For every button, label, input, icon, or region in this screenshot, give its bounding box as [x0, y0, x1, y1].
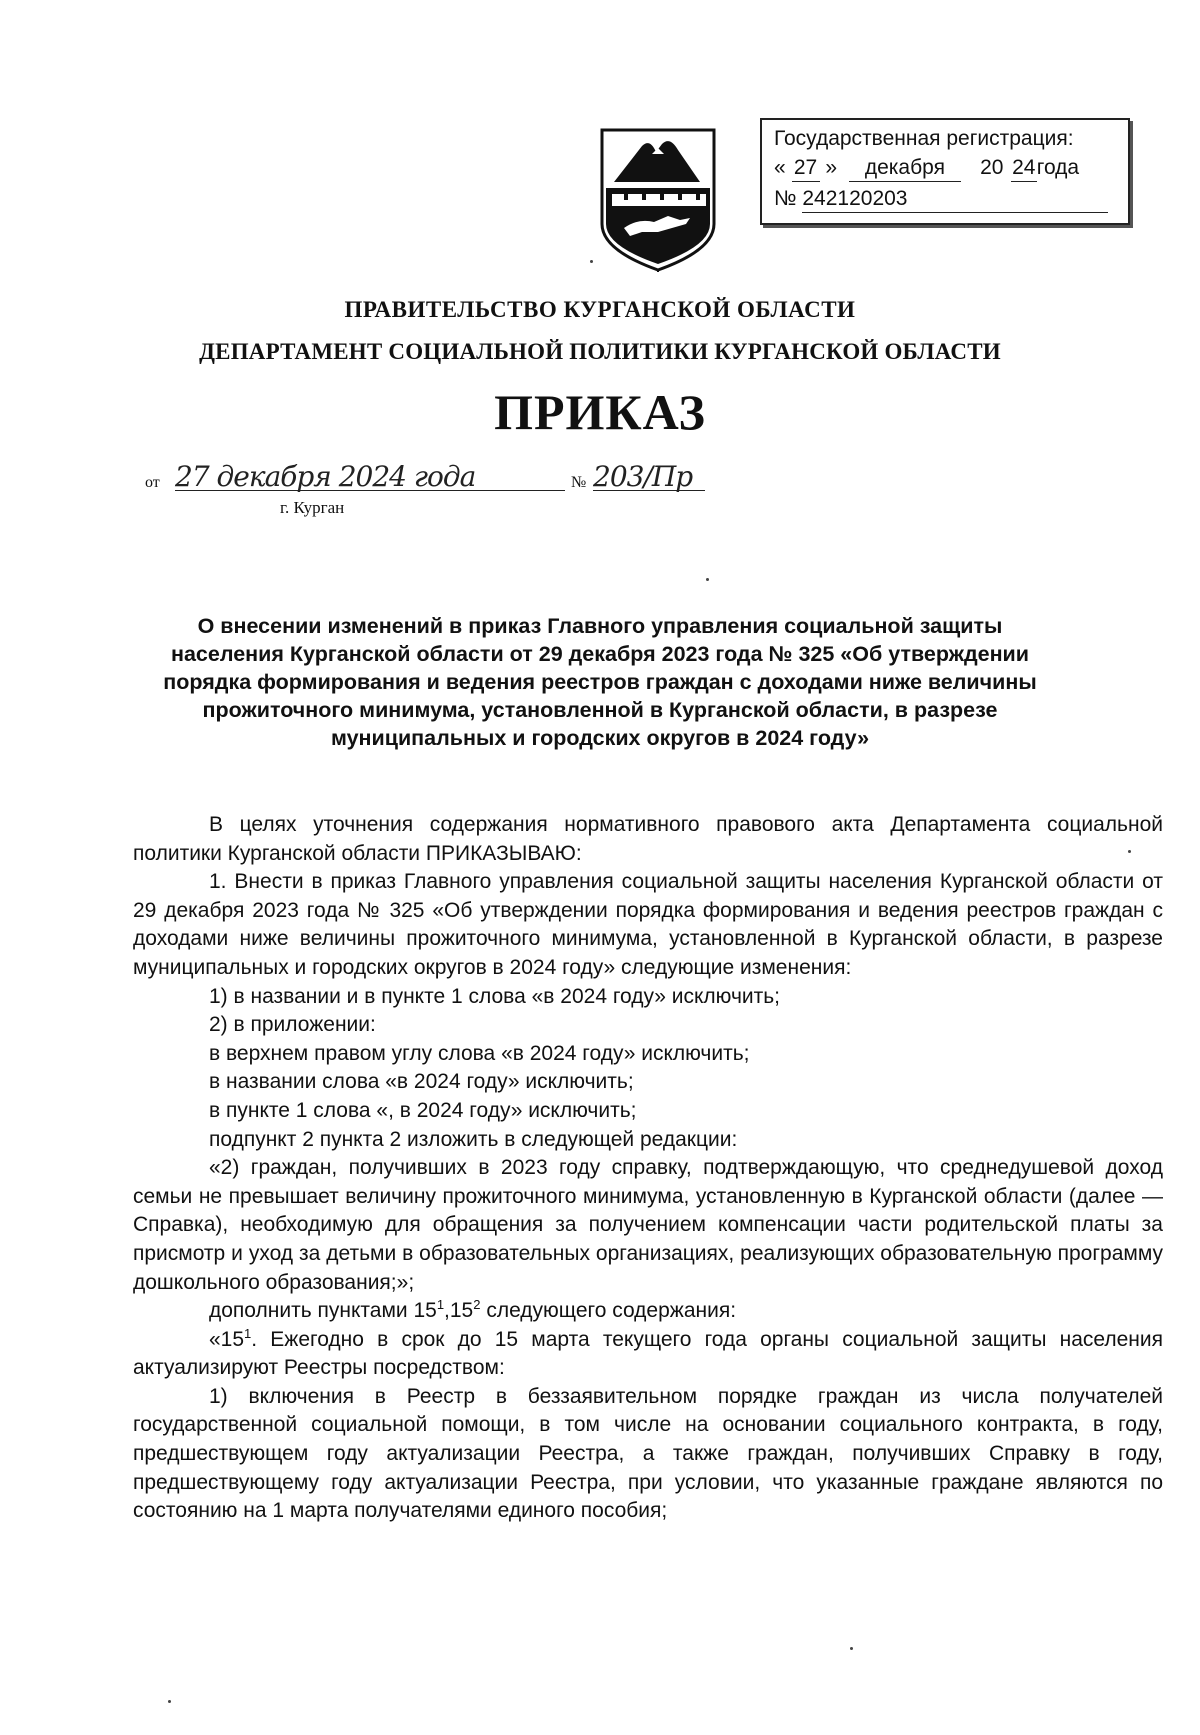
order-subject: О внесении изменений в приказ Главного управления социальной защиты населения Курганской области от 29 декабря 2023 года № 325 «Об утверждении порядка формирования и ведения реестров граждан с доходами ниже величины прожиточного минимума, установленной в Курганской области, в разрезе муниципальных и городских округов в 2024 году»	[163, 614, 1037, 750]
document-type-title: ПРИКАЗ	[494, 384, 706, 440]
scan-speck	[706, 578, 709, 581]
registration-number-line: № 242120203	[774, 186, 1108, 213]
document-body	[133, 811, 1163, 1526]
scan-speck	[850, 1647, 853, 1650]
registration-month: декабря	[849, 155, 961, 182]
order-details	[145, 460, 705, 520]
body-paragraph: «2) граждан, получивших в 2023 году справку, подтверждающую, что среднедушевой доход семьи не превышает величину прожиточного минимума, установленную в Курганской области (далее — Справка), необходимую для обращения за получением компенсации части родительской платы за присмотр и уход за детьми в образовательных организациях, реализующих образовательную программу дошкольного образования;»;	[133, 1156, 1163, 1294]
order-from-label: от	[145, 474, 160, 491]
order-city: г. Курган	[280, 498, 345, 517]
body-paragraph: в пункте 1 слова «, в 2024 году» исключить;	[209, 1098, 637, 1122]
body-paragraph: 1) в названии и в пункте 1 слова «в 2024 году» исключить;	[209, 984, 781, 1008]
order-date-handwritten: 27 декабря 2024 года	[175, 460, 565, 491]
order-number-label: №	[571, 474, 587, 491]
body-paragraph: В целях уточнения содержания нормативного правового акта Департамента социальной политики Курганской области ПРИКАЗЫВАЮ:	[133, 813, 1163, 865]
body-paragraph: 1) включения в Реестр в беззаявительном порядке граждан из числа получателей государственной социальной помощи, в том числе на основании социального контракта, в году, предшествующем году актуализации Реестра, а также граждан, получивших Справку в году, предшествующему году актуализации Реестра, при условии, что указанные граждане являются по состоянию на 1 марта получателями единого пособия;	[133, 1384, 1163, 1523]
registration-year: 24	[1011, 155, 1037, 182]
registration-stamp	[760, 118, 1130, 225]
body-paragraph: 2) в приложении:	[209, 1013, 376, 1037]
body-paragraph: в названии слова «в 2024 году» исключить;	[209, 1070, 634, 1094]
government-title: ПРАВИТЕЛЬСТВО КУРГАНСКОЙ ОБЛАСТИ	[344, 297, 856, 322]
registration-date: « 27 » декабря 20 24года	[774, 155, 1079, 182]
registration-day: 27	[792, 155, 820, 182]
scan-speck	[168, 1700, 171, 1703]
scan-speck	[1128, 850, 1131, 853]
registration-title: Государственная регистрация:	[774, 127, 1074, 150]
body-paragraph: 1. Внести в приказ Главного управления социальной защиты населения Курганской области от 29 декабря 2023 года № 325 «Об утверждении порядка формирования и ведения реестров граждан с доходами ниже величины прожиточного минимума, установленной в Курганской области, в разрезе муниципальных и городских округов в 2024 году» следующие изменения:	[133, 870, 1163, 979]
body-paragraph: дополнить пунктами $15^1,15^2$ следующего содержания:	[209, 1297, 737, 1323]
registration-number: 242120203	[802, 186, 1108, 213]
body-paragraph: «$15^1$. Ежегодно в срок до 15 марта текущего года органы социальной защиты населения актуализируют Реестры посредством:	[133, 1325, 1163, 1380]
kurgan-coat-of-arms-icon	[598, 124, 718, 274]
order-number-handwritten: 203/Пр	[593, 460, 705, 491]
body-paragraph: в верхнем правом углу слова «в 2024 году» исключить;	[209, 1041, 750, 1065]
department-title: ДЕПАРТАМЕНТ СОЦИАЛЬНОЙ ПОЛИТИКИ КУРГАНСКОЙ ОБЛАСТИ	[199, 339, 1001, 364]
scan-speck	[590, 260, 593, 263]
body-paragraph: подпункт 2 пункта 2 изложить в следующей редакции:	[209, 1127, 738, 1151]
